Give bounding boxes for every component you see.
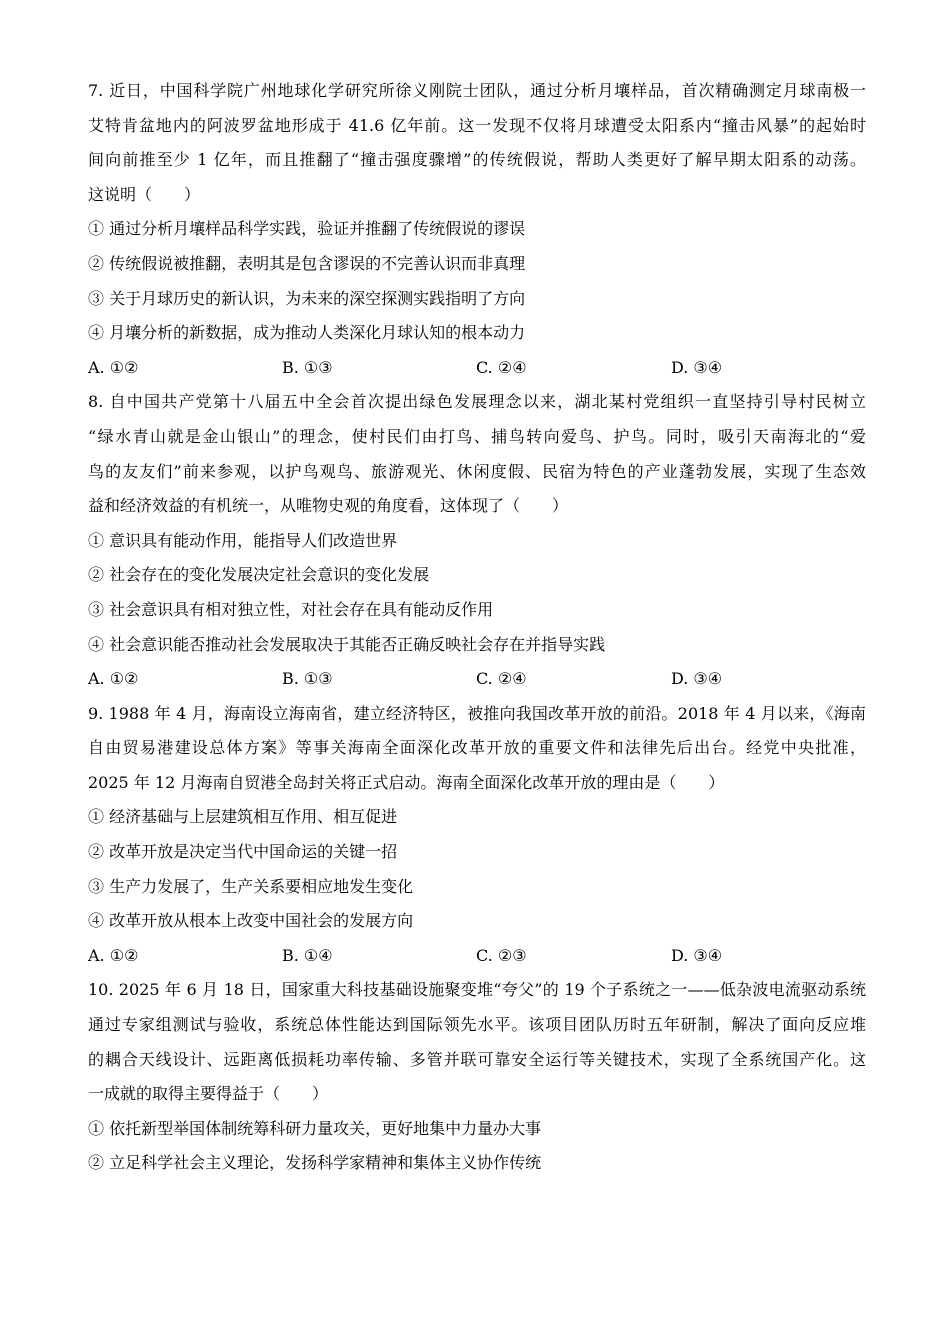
question-9-choice-b[interactable]: B. ①④ bbox=[282, 945, 333, 965]
question-8-option-1: ① 意识具有能动作用，能指导人们改造世界 bbox=[88, 530, 398, 550]
question-7-option-2: ② 传统假说被推翻，表明其是包含谬误的不完善认识而非真理 bbox=[88, 253, 526, 273]
question-10-stem-line-4: 一成就的取得主要得益于（ ） bbox=[88, 1084, 329, 1104]
question-7-option-3: ③ 关于月球历史的新认识，为未来的深空探测实践指明了方向 bbox=[88, 288, 526, 308]
question-7 bbox=[88, 74, 866, 385]
question-8-option-4: ④ 社会意识能否推动社会发展取决于其能否正确反映社会存在并指导实践 bbox=[88, 634, 606, 654]
question-8-stem-line-3: 鸟的友友们”前来参观，以护鸟观鸟、旅游观光、休闲度假、民宿为特色的产业蓬勃发展，实现了生态效 bbox=[88, 461, 866, 481]
question-8-stem-line-1: 8. 自中国共产党第十八届五中全会首次提出绿色发展理念以来，湖北某村党组织一直坚持引导村民树立 bbox=[88, 392, 866, 412]
question-9-choice-c[interactable]: C. ②③ bbox=[476, 945, 527, 965]
question-9-option-4: ④ 改革开放从根本上改变中国社会的发展方向 bbox=[88, 911, 414, 931]
question-9-stem-line-1: 9. 1988 年 4 月，海南设立海南省，建立经济特区，被推向我国改革开放的前沿。2018 年 4 月以来，《海南 bbox=[88, 703, 866, 723]
question-8-choice-c[interactable]: C. ②④ bbox=[476, 669, 527, 689]
question-7-stem-line-1: 7. 近日，中国科学院广州地球化学研究所徐义刚院士团队，通过分析月壤样品，首次精确测定月球南极一 bbox=[88, 81, 866, 100]
question-8-option-2: ② 社会存在的变化发展决定社会意识的变化发展 bbox=[88, 565, 430, 585]
question-8-choices bbox=[88, 662, 866, 697]
question-10-stem-line-3: 的耦合天线设计、远距离低损耗功率传输、多管并联可靠安全运行等关键技术，实现了全系统国产化。这 bbox=[88, 1049, 866, 1069]
question-9-choice-d[interactable]: D. ③④ bbox=[671, 945, 723, 965]
question-8-option-3: ③ 社会意识具有相对独立性，对社会存在具有能动反作用 bbox=[88, 599, 494, 619]
question-10-option-2: ② 立足科学社会主义理论，发扬科学家精神和集体主义协作传统 bbox=[88, 1153, 542, 1173]
exam-page bbox=[88, 74, 866, 1181]
question-9-choice-a[interactable]: A. ①② bbox=[88, 945, 139, 965]
question-9-stem-line-2: 自由贸易港建设总体方案》等事关海南全面深化改革开放的重要文件和法律先后出台。经党中央批准， bbox=[88, 738, 866, 758]
question-7-choice-b[interactable]: B. ①③ bbox=[282, 357, 333, 377]
question-8-choice-d[interactable]: D. ③④ bbox=[671, 669, 723, 689]
question-9 bbox=[88, 697, 866, 974]
question-10 bbox=[88, 973, 866, 1181]
question-8-choice-b[interactable]: B. ①③ bbox=[282, 669, 333, 689]
question-7-option-4: ④ 月壤分析的新数据，成为推动人类深化月球认知的根本动力 bbox=[88, 323, 526, 343]
question-9-option-2: ② 改革开放是决定当代中国命运的关键一招 bbox=[88, 842, 398, 862]
question-8-choice-a[interactable]: A. ①② bbox=[88, 669, 139, 689]
question-7-choice-a[interactable]: A. ①② bbox=[88, 357, 139, 377]
question-10-option-1: ① 依托新型举国体制统筹科研力量攻关，更好地集中力量办大事 bbox=[88, 1118, 542, 1138]
question-10-stem-line-1: 10. 2025 年 6 月 18 日，国家重大科技基础设施聚变堆“夸父”的 19 个子系统之一——低杂波电流驱动系统 bbox=[88, 980, 866, 1000]
question-9-option-3: ③ 生产力发展了，生产关系要相应地发生变化 bbox=[88, 876, 414, 896]
question-10-stem-line-2: 通过专家组测试与验收，系统总体性能达到国际领先水平。该项目团队历时五年研制，解决了面向反应堆 bbox=[88, 1015, 866, 1035]
question-7-choice-c[interactable]: C. ②④ bbox=[476, 357, 527, 377]
question-8-stem-line-2: “绿水青山就是金山银山”的理念，使村民们由打鸟、捕鸟转向爱鸟、护鸟。同时，吸引天南海北的“爱 bbox=[88, 426, 866, 446]
question-7-choice-d[interactable]: D. ③④ bbox=[671, 357, 723, 377]
question-9-stem-line-3: 2025 年 12 月海南自贸港全岛封关将正式启动。海南全面深化改革开放的理由是（ ） bbox=[88, 772, 725, 792]
question-7-choices bbox=[88, 351, 866, 386]
question-9-option-1: ① 经济基础与上层建筑相互作用、相互促进 bbox=[88, 807, 398, 827]
question-9-choices bbox=[88, 939, 866, 974]
question-7-stem-line-4: 这说明（ ） bbox=[88, 184, 201, 204]
question-8-stem-line-4: 益和经济效益的有机统一，从唯物史观的角度看，这体现了（ ） bbox=[88, 496, 569, 516]
question-8 bbox=[88, 385, 866, 696]
question-7-option-1: ① 通过分析月壤样品科学实践，验证并推翻了传统假说的谬误 bbox=[88, 219, 526, 239]
question-7-stem-line-3: 间向前推至少 1 亿年，而且推翻了“撞击强度骤增”的传统假说，帮助人类更好了解早期太阳系的动荡。 bbox=[88, 150, 866, 170]
question-7-stem-line-2: 艾特肯盆地内的阿波罗盆地形成于 41.6 亿年前。这一发现不仅将月球遭受太阳系内“撞击风暴”的起始时 bbox=[88, 115, 866, 135]
